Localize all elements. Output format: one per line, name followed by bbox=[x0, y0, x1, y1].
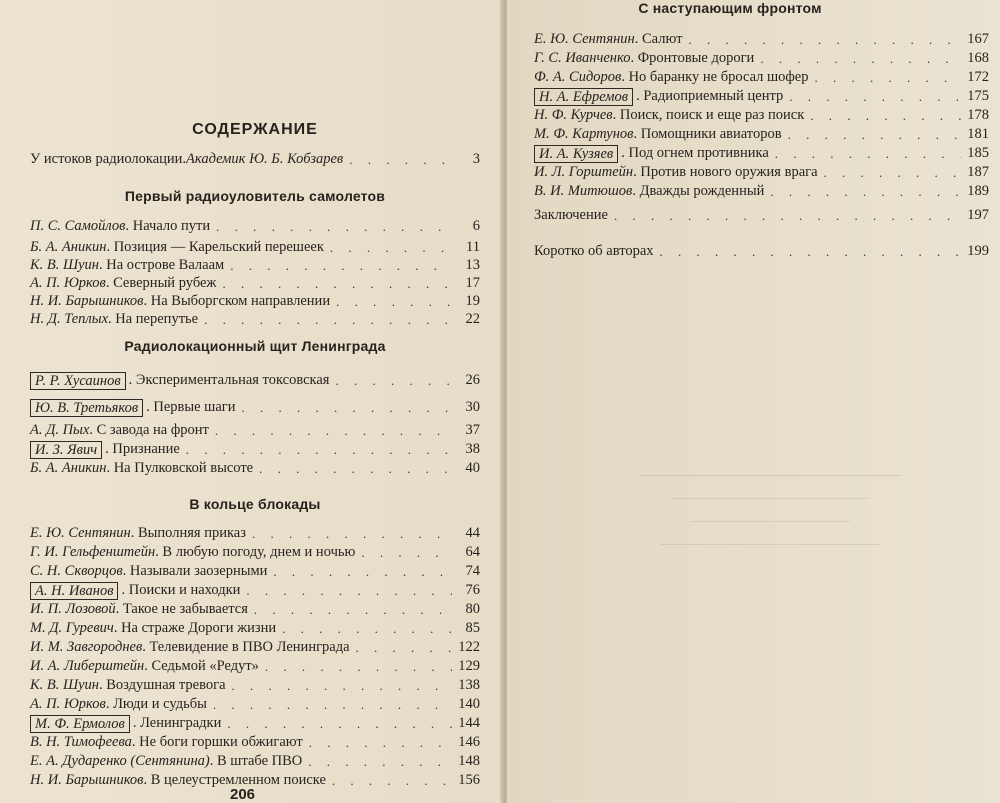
entry-separator: . bbox=[105, 441, 113, 457]
entry-title: На Выборгском направлении bbox=[150, 293, 331, 309]
entry-separator: . bbox=[209, 753, 217, 769]
entry-title: Выполняя приказ bbox=[138, 525, 246, 541]
entry-page-number: 30 bbox=[465, 399, 480, 415]
entry-title: Признание bbox=[112, 441, 180, 457]
entry-title: Дважды рожденный bbox=[639, 183, 765, 199]
entry-title: Воздушная тревога bbox=[106, 677, 226, 693]
entry-title: Северный рубеж bbox=[113, 275, 217, 291]
entry-separator: . bbox=[105, 275, 114, 291]
entry-page-number: 13 bbox=[465, 257, 480, 273]
dot-leader bbox=[330, 238, 452, 257]
toc-entry bbox=[534, 106, 989, 125]
dot-leader bbox=[335, 371, 452, 390]
entry-page-number: 122 bbox=[458, 639, 480, 655]
entry-author: Н. А. Ефремов bbox=[534, 88, 633, 106]
entry-page-number: 189 bbox=[967, 183, 989, 199]
entry-page-number: 156 bbox=[458, 772, 480, 788]
entry-page-number: 44 bbox=[465, 525, 480, 541]
entry-separator: . bbox=[131, 734, 140, 750]
entry-page-number: 140 bbox=[458, 696, 480, 712]
toc-entry bbox=[30, 398, 480, 417]
entry-separator: . bbox=[632, 183, 640, 199]
toc-entry bbox=[534, 144, 989, 163]
entry-title: Телевидение в ПВО Ленинграда bbox=[149, 639, 350, 655]
entry-separator: . bbox=[121, 582, 129, 598]
dot-leader bbox=[688, 30, 961, 49]
entry-title: В любую погоду, днем и ночью bbox=[162, 544, 356, 560]
entry-title: Фронтовые дороги bbox=[637, 50, 755, 66]
toc-entry bbox=[534, 163, 989, 182]
entry-separator: . bbox=[115, 601, 123, 617]
entry-separator: . bbox=[106, 460, 114, 476]
entry-title: На страже Дороги жизни bbox=[121, 620, 277, 636]
entry-page-number: 11 bbox=[466, 239, 480, 255]
toc-entry bbox=[534, 182, 989, 201]
bleed-through-imprint bbox=[640, 455, 900, 595]
entry-title: Но баранку не бросал шофер bbox=[628, 69, 809, 85]
entry-page-number: 167 bbox=[967, 31, 989, 47]
entry-page-number: 129 bbox=[458, 658, 480, 674]
entry-separator: . bbox=[143, 772, 151, 788]
entry-author: А. П. Юрков bbox=[30, 275, 106, 291]
entry-separator: . bbox=[155, 544, 163, 560]
dot-leader bbox=[775, 144, 961, 163]
toc-entry bbox=[30, 440, 480, 459]
entry-separator: . bbox=[630, 50, 638, 66]
dot-leader bbox=[232, 676, 453, 695]
entry-separator: . bbox=[128, 372, 136, 388]
dot-leader bbox=[282, 619, 452, 638]
toc-entry bbox=[30, 459, 480, 478]
entry-author: А. П. Юрков bbox=[30, 696, 106, 712]
entry-separator: . bbox=[142, 639, 150, 655]
dot-leader bbox=[810, 106, 961, 125]
toc-entry bbox=[30, 600, 480, 619]
entry-author: Н. Ф. Курчев bbox=[534, 107, 613, 123]
entry-page-number: 187 bbox=[967, 164, 989, 180]
entry-separator: . bbox=[105, 696, 114, 712]
page-title: СОДЕРЖАНИЕ bbox=[192, 121, 318, 138]
entry-author: С. Н. Скворцов bbox=[30, 563, 123, 579]
entry-author: Б. А. Аникин bbox=[30, 460, 107, 476]
entry-page-number: 144 bbox=[458, 715, 480, 731]
entry-title: В штабе ПВО bbox=[217, 753, 303, 769]
toc-entry bbox=[30, 657, 480, 676]
entry-author: Е. Ю. Сентянин bbox=[30, 525, 131, 541]
entry-author: Р. Р. Хусаинов bbox=[30, 372, 126, 390]
entry-page-number: 168 bbox=[967, 50, 989, 66]
dot-leader bbox=[770, 182, 961, 201]
entry-page-number: 37 bbox=[465, 422, 480, 438]
toc-entry bbox=[534, 125, 989, 144]
entry-author: И. Л. Горштейн bbox=[534, 164, 634, 180]
toc-entry bbox=[30, 562, 480, 581]
dot-leader bbox=[660, 242, 961, 261]
entry-title: Радиоприемный центр bbox=[643, 88, 784, 104]
entry-page-number: 19 bbox=[465, 293, 480, 309]
dot-leader bbox=[273, 562, 452, 581]
entry-author: П. С. Самойлов bbox=[30, 218, 126, 234]
entry-title: Ленинградки bbox=[140, 715, 222, 731]
entry-title: Такое не забывается bbox=[122, 601, 248, 617]
entry-page-number: 148 bbox=[458, 753, 480, 769]
entry-author: А. Д. Пых bbox=[30, 422, 90, 438]
entry-author: М. Д. Гуревич bbox=[30, 620, 114, 636]
entry-author: А. Н. Иванов bbox=[30, 582, 118, 600]
entry-page-number: 199 bbox=[967, 243, 989, 259]
entry-author: К. В. Шуин bbox=[30, 677, 99, 693]
dot-leader bbox=[259, 459, 452, 478]
toc-entry bbox=[534, 242, 989, 261]
entry-title: С завода на фронт bbox=[96, 422, 209, 438]
entry-separator: . bbox=[130, 525, 138, 541]
entry-page-number: 17 bbox=[465, 275, 480, 291]
toc-entry bbox=[30, 292, 480, 311]
section-heading: Радиолокационный щит Ленинграда bbox=[124, 338, 386, 354]
entry-separator: . bbox=[621, 69, 629, 85]
dot-leader bbox=[216, 217, 452, 236]
dot-leader bbox=[760, 49, 961, 68]
entry-title: Называли заозерными bbox=[129, 563, 268, 579]
dot-leader bbox=[213, 695, 452, 714]
dot-leader bbox=[356, 638, 452, 657]
dot-leader bbox=[246, 581, 452, 600]
entry-title: В целеустремленном поиске bbox=[150, 772, 326, 788]
entry-author: Ф. А. Сидоров bbox=[534, 69, 622, 85]
entry-separator: . bbox=[106, 239, 114, 255]
toc-entry-intro bbox=[30, 150, 480, 169]
entry-author: М. Ф. Картунов bbox=[534, 126, 634, 142]
dot-leader bbox=[241, 398, 452, 417]
entry-page-number: 138 bbox=[458, 677, 480, 693]
entry-page-number: 178 bbox=[967, 107, 989, 123]
toc-entry bbox=[30, 238, 480, 257]
entry-separator: . bbox=[132, 715, 141, 731]
dot-leader bbox=[789, 87, 961, 106]
section-heading: В кольце блокады bbox=[189, 496, 321, 512]
toc-entry bbox=[534, 87, 989, 106]
entry-separator: . bbox=[146, 399, 154, 415]
toc-entry bbox=[534, 30, 989, 49]
entry-separator: . bbox=[113, 620, 122, 636]
dot-leader bbox=[230, 256, 452, 275]
entry-page-number: 26 bbox=[465, 372, 480, 388]
entry-page-number: 80 bbox=[465, 601, 480, 617]
entry-title: Первые шаги bbox=[153, 399, 236, 415]
dot-leader bbox=[361, 543, 452, 562]
entry-author: Н. Д. Теплых bbox=[30, 311, 109, 327]
entry-author: Н. И. Барышников bbox=[30, 293, 144, 309]
entry-separator: . bbox=[122, 563, 130, 579]
dot-leader bbox=[186, 440, 452, 459]
entry-page-number: 76 bbox=[465, 582, 480, 598]
entry-title: Позиция — Карельский перешеек bbox=[113, 239, 324, 255]
dot-leader bbox=[824, 163, 961, 182]
dot-leader bbox=[815, 68, 962, 87]
entry-title: Салют bbox=[642, 31, 683, 47]
toc-entry bbox=[30, 524, 480, 543]
entry-separator: . bbox=[89, 422, 97, 438]
toc-entry bbox=[534, 49, 989, 68]
entry-title: Начало пути bbox=[132, 218, 211, 234]
entry-page-number: 38 bbox=[465, 441, 480, 457]
dot-leader bbox=[204, 310, 452, 329]
entry-page-number: 197 bbox=[967, 207, 989, 223]
entry-title: Люди и судьбы bbox=[113, 696, 207, 712]
entry-separator: . bbox=[621, 145, 629, 161]
toc-entry bbox=[30, 217, 480, 236]
entry-separator: . bbox=[108, 311, 116, 327]
toc-entry bbox=[30, 695, 480, 714]
toc-entry bbox=[30, 638, 480, 657]
dot-leader bbox=[215, 421, 452, 440]
toc-entry bbox=[534, 68, 989, 87]
entry-page-number: 146 bbox=[458, 734, 480, 750]
entry-author: И. П. Лозовой bbox=[30, 601, 116, 617]
entry-title: Заключение bbox=[534, 207, 608, 223]
entry-author: Е. Ю. Сентянин bbox=[534, 31, 635, 47]
entry-separator: . bbox=[144, 658, 152, 674]
dot-leader bbox=[252, 524, 452, 543]
toc-entry bbox=[30, 371, 480, 390]
toc-entry bbox=[30, 543, 480, 562]
toc-entry bbox=[534, 206, 989, 225]
entry-author: И. М. Завгороднев bbox=[30, 639, 143, 655]
entry-author: Академик Ю. Б. Кобзарев bbox=[186, 151, 344, 167]
entry-author: М. Ф. Ермолов bbox=[30, 715, 130, 733]
entry-page-number: 181 bbox=[967, 126, 989, 142]
entry-title: На перепутье bbox=[115, 311, 199, 327]
toc-entry bbox=[30, 256, 480, 275]
entry-author: И. А. Либерштейн bbox=[30, 658, 145, 674]
section-heading: С наступающим фронтом bbox=[638, 0, 822, 16]
entry-title: Поиск, поиск и еще раз поиск bbox=[619, 107, 805, 123]
entry-author: Г. И. Гельфенштейн bbox=[30, 544, 156, 560]
section-heading: Первый радиоуловитель самолетов bbox=[124, 188, 386, 204]
dot-leader bbox=[788, 125, 961, 144]
entry-separator: . bbox=[633, 126, 641, 142]
dot-leader bbox=[336, 292, 452, 311]
entry-page-number: 172 bbox=[967, 69, 989, 85]
toc-entry bbox=[30, 274, 480, 293]
toc-entry bbox=[30, 421, 480, 440]
entry-author: И. А. Кузяев bbox=[534, 145, 618, 163]
toc-entry bbox=[30, 676, 480, 695]
entry-author: К. В. Шуин bbox=[30, 257, 99, 273]
entry-page-number: 6 bbox=[472, 218, 480, 234]
toc-entry bbox=[30, 310, 480, 329]
entry-title: Помощники авиаторов bbox=[640, 126, 782, 142]
entry-separator: . bbox=[99, 257, 107, 273]
entry-author: И. З. Явич bbox=[30, 441, 102, 459]
toc-entry bbox=[30, 714, 480, 733]
entry-title: Коротко об авторах bbox=[534, 243, 654, 259]
entry-page-number: 3 bbox=[472, 151, 480, 167]
entry-page-number: 175 bbox=[967, 88, 989, 104]
dot-leader bbox=[222, 274, 452, 293]
entry-title: Экспериментальная токсовская bbox=[135, 372, 330, 388]
entry-author: В. И. Митюшов bbox=[534, 183, 633, 199]
entry-title: Не боги горшки обжигают bbox=[139, 734, 303, 750]
entry-separator: . bbox=[125, 218, 133, 234]
entry-page-number: 85 bbox=[465, 620, 480, 636]
toc-entry bbox=[30, 619, 480, 638]
entry-author: В. Н. Тимофеева bbox=[30, 734, 132, 750]
entry-separator: . bbox=[636, 88, 644, 104]
entry-separator: . bbox=[612, 107, 620, 123]
dot-leader bbox=[614, 206, 961, 225]
entry-title: На острове Валаам bbox=[106, 257, 225, 273]
dot-leader bbox=[265, 657, 452, 676]
dot-leader bbox=[308, 752, 452, 771]
entry-title: Под огнем противника bbox=[628, 145, 769, 161]
dot-leader bbox=[254, 600, 452, 619]
entry-author: Г. С. Иванченко bbox=[534, 50, 631, 66]
dot-leader bbox=[309, 733, 452, 752]
toc-entry bbox=[30, 581, 480, 600]
entry-separator: . bbox=[99, 677, 107, 693]
entry-separator: . bbox=[633, 164, 641, 180]
entry-page-number: 74 bbox=[465, 563, 480, 579]
dot-leader bbox=[349, 150, 452, 169]
entry-title: Против нового оружия врага bbox=[640, 164, 818, 180]
toc-entry bbox=[30, 733, 480, 752]
entry-page-number: 185 bbox=[967, 145, 989, 161]
entry-author: Б. А. Аникин bbox=[30, 239, 107, 255]
page-number-folio: 206 bbox=[230, 786, 256, 803]
dot-leader bbox=[332, 771, 452, 790]
entry-page-number: 64 bbox=[465, 544, 480, 560]
entry-separator: . bbox=[143, 293, 151, 309]
entry-author: Е. А. Дударенко (Сентянина) bbox=[30, 753, 210, 769]
entry-author: Н. И. Барышников bbox=[30, 772, 144, 788]
entry-separator: . bbox=[634, 31, 642, 47]
entry-title: У истоков радиолокации. bbox=[30, 151, 187, 167]
toc-entry bbox=[30, 752, 480, 771]
entry-author: Ю. В. Третьяков bbox=[30, 399, 143, 417]
entry-title: Седьмой «Редут» bbox=[151, 658, 259, 674]
dot-leader bbox=[227, 714, 452, 733]
entry-title: Поиски и находки bbox=[128, 582, 241, 598]
entry-page-number: 22 bbox=[465, 311, 480, 327]
entry-page-number: 40 bbox=[465, 460, 480, 476]
entry-title: На Пулковской высоте bbox=[113, 460, 254, 476]
